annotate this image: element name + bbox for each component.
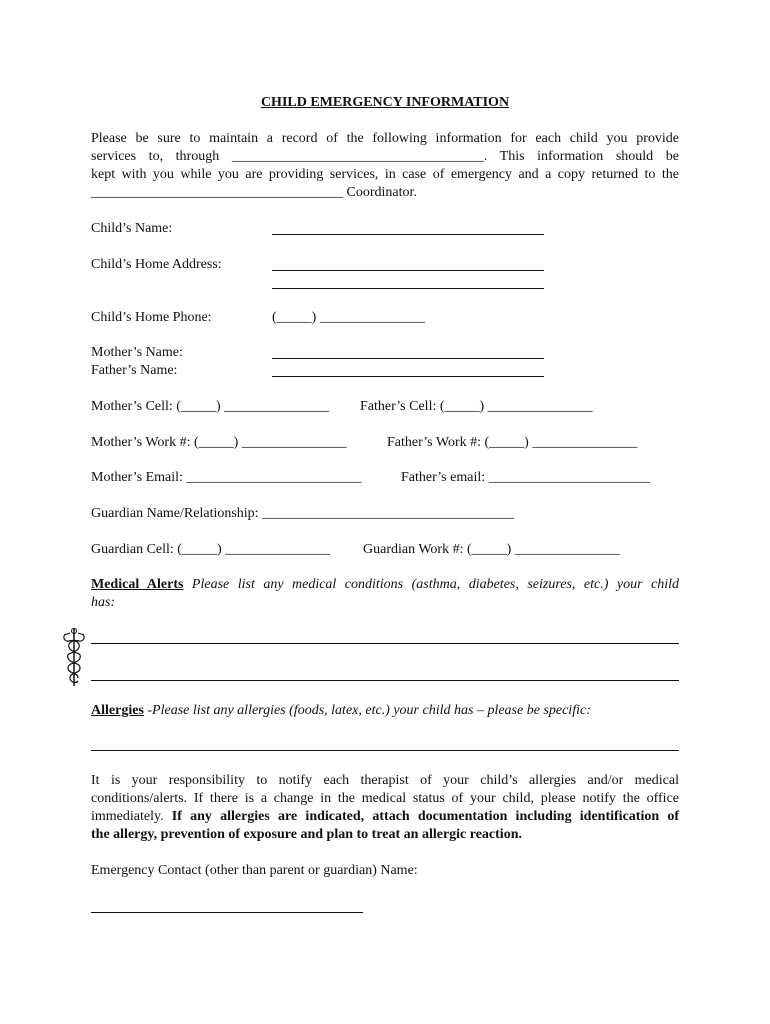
- responsibility-line-3-plain: immediately.: [91, 809, 172, 824]
- intro-paragraph: [91, 130, 679, 202]
- mother-cell[interactable]: Mother’s Cell: (_____) _______________: [91, 399, 330, 414]
- emergency-contact-line[interactable]: [91, 912, 363, 913]
- guardian-cell[interactable]: Guardian Cell: (_____) _______________: [91, 542, 331, 557]
- medical-alerts-text-2: has:: [91, 595, 116, 610]
- medical-alerts-text-1: Please list any medical conditions (asthma, diabetes, seizures, etc.) your child: [183, 577, 679, 592]
- intro-line-2: services to, through ____________________________________. This information should be: [91, 149, 679, 164]
- medical-alerts-heading: Medical Alerts: [91, 577, 184, 592]
- mother-name-line[interactable]: [272, 358, 544, 359]
- mother-name-label: Mother’s Name:: [91, 345, 183, 360]
- medical-line-2[interactable]: [91, 680, 679, 681]
- responsibility-line-2: conditions/alerts. If there is a change in the medical status of your child, please notify the office: [91, 791, 679, 806]
- responsibility-line-3-bold: If any allergies are indicated, attach documentation including identification of: [171, 809, 679, 824]
- child-address-label: Child’s Home Address:: [91, 257, 222, 272]
- mother-email[interactable]: Mother’s Email: _________________________: [91, 470, 362, 485]
- father-name-label: Father’s Name:: [91, 363, 178, 378]
- child-phone-label: Child’s Home Phone:: [91, 310, 212, 325]
- mother-work[interactable]: Mother’s Work #: (_____) _______________: [91, 435, 347, 450]
- guardian-work[interactable]: Guardian Work #: (_____) _______________: [363, 542, 620, 557]
- medical-alerts: [91, 576, 679, 612]
- child-address-line-1[interactable]: [272, 270, 544, 271]
- child-name-line[interactable]: [272, 234, 544, 235]
- intro-line-3: kept with you while you are providing services, in case of emergency and a copy returned to the: [91, 167, 679, 182]
- father-email[interactable]: Father’s email: _______________________: [401, 470, 650, 485]
- intro-line-1: Please be sure to maintain a record of the following information for each child you provide: [91, 131, 679, 146]
- responsibility-paragraph: [91, 772, 679, 844]
- allergies-heading: Allergies: [91, 703, 144, 718]
- allergies-text: -Please list any allergies (foods, latex, etc.) your child has – please be specific:: [143, 703, 591, 718]
- responsibility-line-4: the allergy, prevention of exposure and plan to treat an allergic reaction.: [91, 827, 522, 842]
- guardian-name[interactable]: Guardian Name/Relationship: ____________________________________: [91, 506, 515, 521]
- child-phone-blank[interactable]: (_____) _______________: [272, 310, 425, 325]
- allergies: [91, 702, 591, 720]
- page-title: CHILD EMERGENCY INFORMATION: [260, 95, 510, 110]
- emergency-contact-label: Emergency Contact (other than parent or guardian) Name:: [91, 863, 418, 878]
- medical-caduceus-icon: [60, 626, 88, 688]
- father-cell[interactable]: Father’s Cell: (_____) _______________: [360, 399, 593, 414]
- child-name-label: Child’s Name:: [91, 221, 173, 236]
- responsibility-line-1: It is your responsibility to notify each therapist of your child’s allergies and/or medical: [91, 773, 679, 788]
- allergies-line[interactable]: [91, 750, 679, 751]
- medical-line-1[interactable]: [91, 643, 679, 644]
- father-name-line[interactable]: [272, 376, 544, 377]
- child-address-line-2[interactable]: [272, 288, 544, 289]
- intro-line-4: ____________________________________ Coordinator.: [91, 185, 417, 200]
- father-work[interactable]: Father’s Work #: (_____) _______________: [387, 435, 638, 450]
